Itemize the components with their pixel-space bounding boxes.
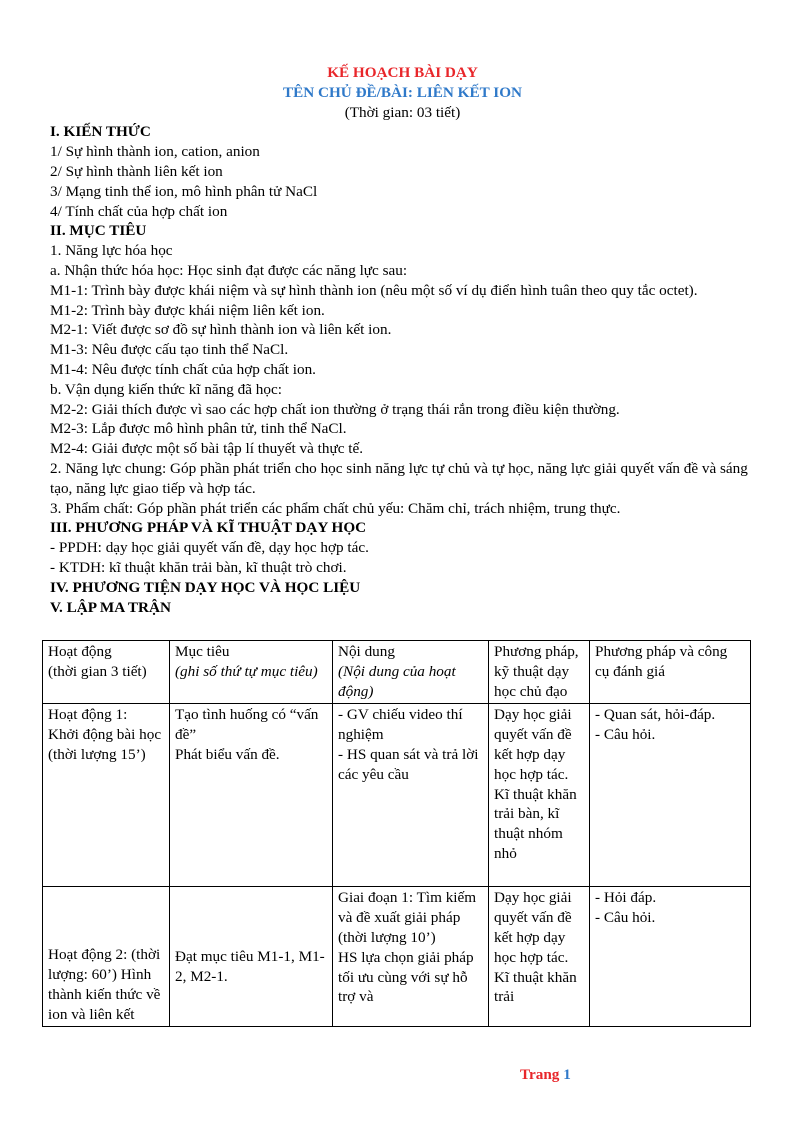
section-line: M1-2: Trình bày được khái niệm liên kết ion.	[50, 301, 325, 319]
section-line: 3/ Mạng tinh thể ion, mô hình phân tử NaCl	[50, 182, 318, 200]
table-cell: Dạy học giải quyết vấn đề kết hợp dạy học hợp tác. Kĩ thuật khăn trải bàn, kĩ thuật nhóm nhỏ	[489, 704, 590, 887]
table-cell: - Quan sát, hỏi-đáp. - Câu hỏi.	[590, 704, 751, 887]
section-heading: IV. PHƯƠNG TIỆN DẠY HỌC VÀ HỌC LIỆU	[50, 578, 361, 596]
table-cell: Hoạt động 1: Khởi động bài học (thời lượng 15’)	[43, 704, 170, 887]
section-line: 4/ Tính chất của hợp chất ion	[50, 202, 228, 220]
section-line: M2-4: Giải được một số bài tập lí thuyết và thực tế.	[50, 440, 363, 458]
section-line: 2. Năng lực chung: Góp phần phát triển cho học sinh năng lực tự chủ và tự học, năng lực giải quyết vấn đề và sáng tạo, năng lực giao tiếp và hợp tác.	[50, 459, 748, 497]
section-line: M2-2: Giải thích được vì sao các hợp chất ion thường ở trạng thái rắn trong điều kiện thường.	[50, 400, 620, 418]
table-header-cell: Phương pháp và công cụ đánh giá	[590, 641, 751, 704]
table-header-row	[43, 641, 751, 704]
document-subtitle: TÊN CHỦ ĐỀ/BÀI: LIÊN KẾT ION	[283, 83, 522, 101]
table-cell: Giai đoạn 1: Tìm kiếm và đề xuất giải pháp (thời lượng 10’) HS lựa chọn giải pháp tối ưu cùng với sự hỗ trợ và	[333, 887, 489, 1027]
document-body	[50, 63, 755, 617]
section-line: - KTDH: kĩ thuật khăn trải bàn, kĩ thuật trò chơi.	[50, 558, 347, 576]
section-heading: I. KIẾN THỨC	[50, 123, 151, 141]
section-line: M2-3: Lắp được mô hình phân tử, tinh thể NaCl.	[50, 420, 347, 438]
document-duration: (Thời gian: 03 tiết)	[344, 103, 461, 121]
page-footer	[520, 1066, 571, 1084]
table-header-cell: Hoạt động (thời gian 3 tiết)	[43, 641, 170, 704]
table-row	[43, 887, 751, 1027]
table-row	[43, 704, 751, 887]
section-line: 3. Phẩm chất: Góp phần phát triển các phẩm chất chủ yếu: Chăm chỉ, trách nhiệm, trung thực.	[50, 499, 621, 517]
section-line: 1/ Sự hình thành ion, cation, anion	[50, 143, 260, 161]
section-line: 1. Năng lực hóa học	[50, 242, 173, 260]
page-label: Trang	[520, 1066, 560, 1083]
table-cell: Tạo tình huống có “vấn đề” Phát biểu vấn đề.	[170, 704, 333, 887]
section-heading: V. LẬP MA TRẬN	[50, 598, 171, 616]
table-cell: Dạy học giải quyết vấn đề kết hợp dạy học hợp tác. Kĩ thuật khăn trải	[489, 887, 590, 1027]
section-line: M1-3: Nêu được cấu tạo tinh thể NaCl.	[50, 341, 289, 359]
section-line: M1-4: Nêu được tính chất của hợp chất ion.	[50, 360, 316, 378]
section-line: a. Nhận thức hóa học: Học sinh đạt được các năng lực sau:	[50, 261, 408, 279]
table-cell: - GV chiếu video thí nghiệm - HS quan sát và trả lời các yêu cầu	[333, 704, 489, 887]
table-header-cell: Mục tiêu (ghi số thứ tự mục tiêu)	[170, 641, 333, 704]
table-cell: Đạt mục tiêu M1-1, M1-2, M2-1.	[170, 887, 333, 1027]
section-line: 2/ Sự hình thành liên kết ion	[50, 162, 223, 180]
table-cell: - Hỏi đáp. - Câu hỏi.	[590, 887, 751, 1027]
section-line: b. Vận dụng kiến thức kĩ năng đã học:	[50, 380, 282, 398]
table-header-cell: Nội dung (Nội dung của hoạt động)	[333, 641, 489, 704]
table-header-cell: Phương pháp, kỹ thuật dạy học chủ đạo	[489, 641, 590, 704]
page-number: 1	[563, 1066, 571, 1083]
section-line: M1-1: Trình bày được khái niệm và sự hình thành ion (nêu một số ví dụ điển hình tuân theo quy tắc octet).	[50, 281, 698, 299]
table-cell: Hoạt động 2: (thời lượng: 60’) Hình thành kiến thức về ion và liên kết	[43, 887, 170, 1027]
section-heading: II. MỤC TIÊU	[50, 222, 147, 240]
section-heading: III. PHƯƠNG PHÁP VÀ KĨ THUẬT DẠY HỌC	[50, 519, 367, 537]
section-line: M2-1: Viết được sơ đồ sự hình thành ion và liên kết ion.	[50, 321, 392, 339]
document-title: KẾ HOẠCH BÀI DẠY	[327, 64, 478, 81]
section-line: - PPDH: dạy học giải quyết vấn đề, dạy học hợp tác.	[50, 539, 369, 557]
matrix-table	[42, 640, 751, 1027]
